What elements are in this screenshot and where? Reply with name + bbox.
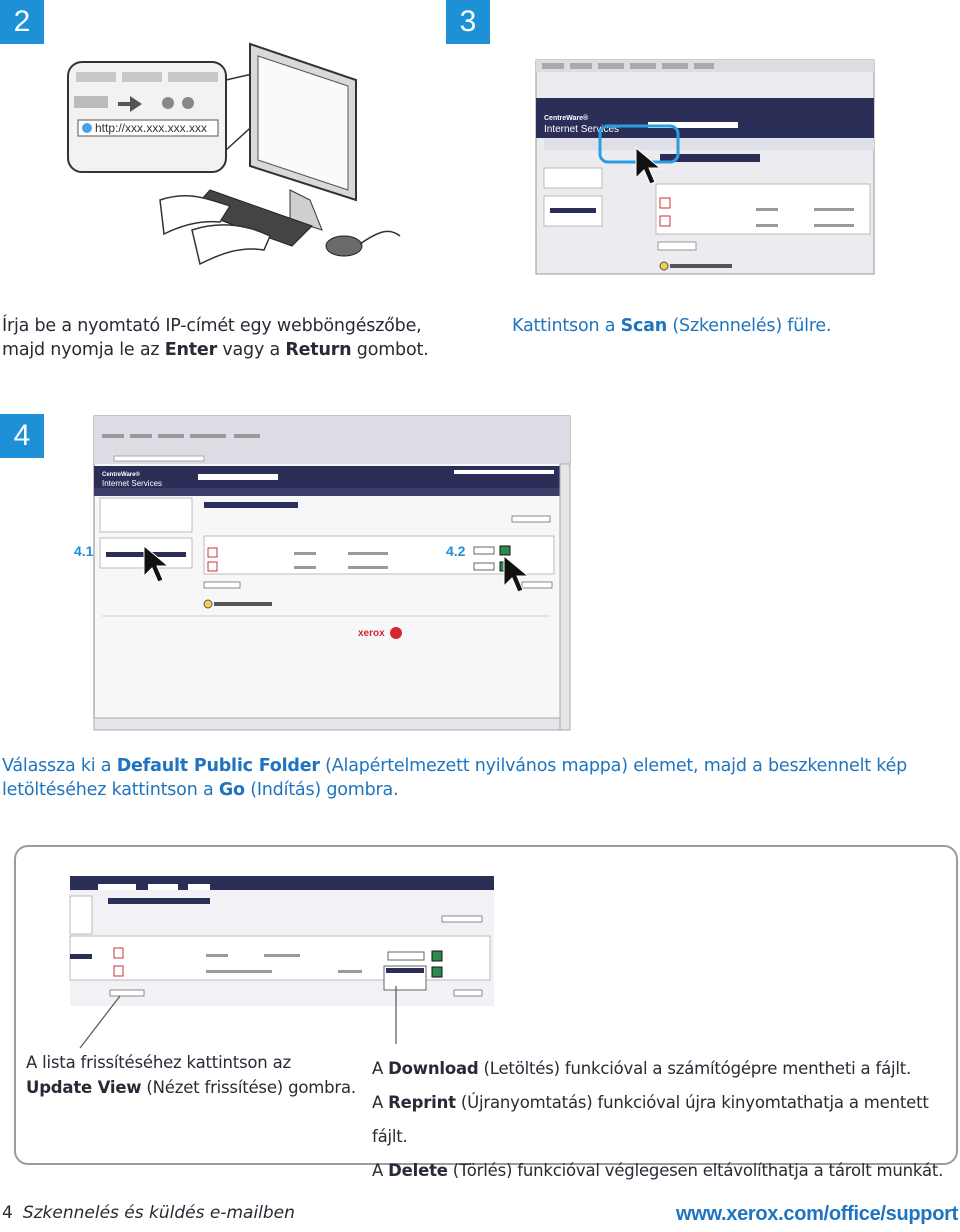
scan-tab-label: Scan — [620, 316, 668, 336]
xerox-logo: xerox — [358, 628, 385, 639]
step-4-caption-text: letöltéséhez kattintson a — [2, 780, 219, 800]
step-4-caption-text: (Indítás) gombra. — [244, 780, 399, 800]
step-3-caption-text: Kattintson a — [512, 316, 621, 336]
footer-left — [2, 1203, 295, 1223]
download-tip-text: (Letöltés) funkcióval a számítógépre mentheti a fájlt. — [478, 1059, 912, 1078]
step-3-browser-screenshot — [536, 60, 874, 274]
step-3-caption — [512, 314, 831, 338]
step-2-illustration — [60, 40, 460, 320]
step-3-brand-top: CentreWare® — [544, 115, 589, 122]
step-4-browser-screenshot — [74, 416, 570, 730]
step-2-caption-line1: Írja be a nyomtató IP-címét egy webböngészőbe, — [2, 316, 422, 336]
update-tip-text: (Nézet frissítése) gombra. — [141, 1078, 356, 1097]
section-title: Szkennelés és küldés e-mailben — [22, 1203, 295, 1223]
step-2-caption-text: majd nyomja le az — [2, 340, 165, 360]
update-view-label: Update View — [26, 1078, 142, 1097]
update-view-tip — [26, 1050, 366, 1100]
go-button-icon — [500, 546, 510, 555]
step-2-caption-text: gombot. — [351, 340, 429, 360]
step-2-caption-text: vagy a — [217, 340, 286, 360]
url-text: http://xxx.xxx.xxx.xxx — [95, 121, 208, 135]
step-4-badge: 4 — [0, 414, 44, 458]
page-number: 4 — [2, 1203, 13, 1223]
reprint-tip-text: (Újranyomtatás) funkcióval újra kinyomtathatja a mentett fájlt. — [372, 1093, 929, 1146]
step-4-brand-top: CentreWare® — [102, 472, 140, 478]
actions-tip — [372, 1052, 952, 1188]
go-button-label: Go — [218, 780, 245, 800]
callout-4-1: 4.1 — [74, 543, 94, 559]
step-4-caption — [2, 754, 942, 802]
download-tip-text: A — [372, 1059, 389, 1078]
step-3-badge: 3 — [446, 0, 490, 44]
step-4-brand-bottom: Internet Services — [102, 479, 163, 488]
step-3-brand-bottom: Internet Services — [544, 124, 620, 135]
download-label: Download — [388, 1059, 479, 1078]
step-4-caption-text: Válassza ki a — [2, 756, 117, 776]
update-tip-text: A lista frissítéséhez kattintson az — [26, 1053, 291, 1072]
callout-4-2: 4.2 — [446, 543, 466, 559]
return-key-label: Return — [285, 340, 352, 360]
step-3-caption-text: (Szkennelés) fülre. — [667, 316, 832, 336]
reprint-tip-text: A — [372, 1093, 389, 1112]
delete-tip-text: (Törlés) funkcióval véglegesen eltávolíthatja a tárolt munkát. — [447, 1161, 944, 1180]
tip-screenshot — [70, 876, 494, 1006]
step-2-badge: 2 — [0, 0, 44, 44]
website-link[interactable]: www.xerox.com/office/support — [675, 1203, 958, 1225]
reprint-label: Reprint — [388, 1093, 456, 1112]
step-2-caption — [2, 314, 472, 362]
default-public-folder-label: Default Public Folder — [116, 756, 320, 776]
delete-tip-text: A — [372, 1161, 389, 1180]
delete-label: Delete — [388, 1161, 448, 1180]
step-4-caption-text: (Alapértelmezett nyilvános mappa) elemet, majd a beszkennelt kép — [319, 756, 908, 776]
enter-key-label: Enter — [164, 340, 217, 360]
